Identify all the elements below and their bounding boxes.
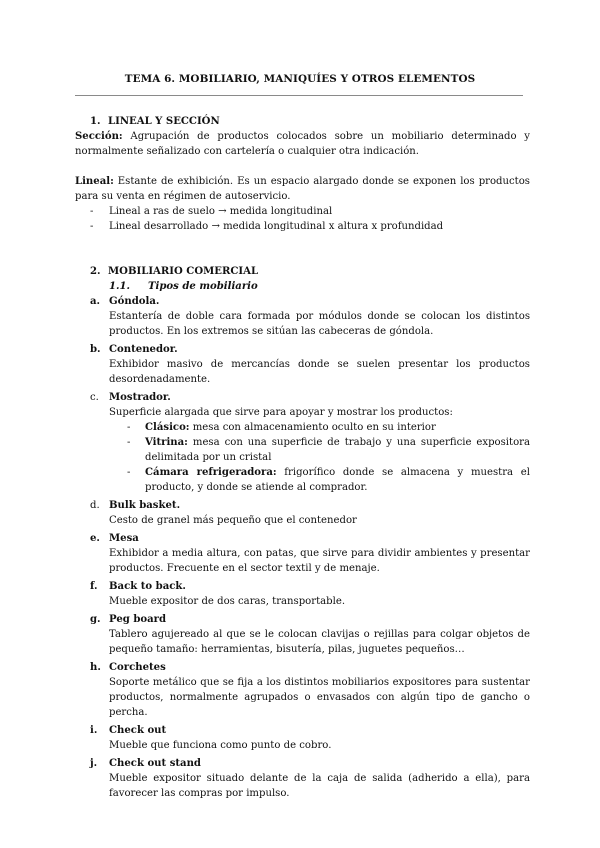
item-letter: j.: [90, 758, 98, 769]
seccion-term: Sección:: [75, 131, 123, 142]
subitem-term: Vitrina:: [145, 437, 188, 448]
subitem-text: mesa con una superficie de trabajo y una superficie expositora delimitada por un cristal: [145, 437, 530, 463]
section-1-number: 1.: [90, 116, 101, 127]
subitem-term: Clásico:: [145, 422, 190, 433]
item-description: Soporte metálico que se fija a los distintos mobiliarios expositores para sustentar productos, normalmente agrupados o envasados con algún tipo de gancho o percha.: [109, 677, 530, 718]
section-1-title: LINEAL Y SECCIÓN: [108, 116, 220, 127]
item-description: Cesto de granel más pequeño que el contenedor: [109, 515, 357, 526]
document-body: [75, 114, 530, 801]
furniture-item-mesa: [75, 531, 530, 576]
item-letter: e.: [90, 533, 100, 544]
item-name: Corchetes: [109, 662, 166, 673]
furniture-item-peg-board: [75, 612, 530, 657]
furniture-item-corchetes: [75, 660, 530, 720]
lineal-list: [75, 204, 530, 234]
item-name: Góndola.: [109, 296, 160, 307]
page-title: TEMA 6. MOBILIARIO, MANIQUÍES Y OTROS ELEMENTOS: [124, 73, 476, 85]
list-item: - Vitrina: mesa con una superficie de trabajo y una superficie expositora delimitada por un cristal: [127, 437, 530, 463]
list-item: - Clásico: mesa con almacenamiento oculto en su interior: [127, 422, 436, 433]
subsection-number: 1.1.: [109, 281, 131, 292]
item-letter: i.: [90, 725, 98, 736]
furniture-item-contenedor: [75, 342, 530, 387]
lineal-definition: [75, 174, 530, 204]
item-letter: f.: [90, 581, 98, 592]
item-description: Superficie alargada que sirve para apoyar y mostrar los productos:: [109, 407, 453, 418]
furniture-item-back-to-back: [75, 579, 530, 609]
seccion-definition: [75, 129, 530, 159]
item-name: Check out stand: [109, 758, 201, 769]
item-letter: a.: [90, 296, 101, 307]
item-name: Mostrador.: [109, 392, 171, 403]
seccion-text: Agrupación de productos colocados sobre un mobiliario determinado y normalmente señalizado con cartelería o cualquier otra indicación.: [75, 131, 530, 157]
section-2-heading: [75, 264, 530, 279]
item-description: Exhibidor a media altura, con patas, que sirve para dividir ambientes y presentar productos. Frecuente en el sector textil y de menaje.: [109, 548, 530, 574]
section-2-number: 2.: [90, 266, 101, 277]
furniture-item-mostrador: [75, 390, 530, 495]
subitem-text: mesa con almacenamiento oculto en su interior: [189, 422, 436, 433]
furniture-item-check-out: [75, 723, 530, 753]
item-name: Back to back.: [109, 581, 186, 592]
mostrador-types-list: [109, 420, 530, 495]
item-description: Exhibidor masivo de mercancías donde se suelen presentar los productos desordenadamente.: [109, 359, 530, 385]
item-letter: b.: [90, 344, 101, 355]
list-item: - Lineal desarrollado → medida longitudinal x altura x profundidad: [90, 221, 444, 232]
item-letter: h.: [90, 662, 101, 673]
list-item: - Lineal a ras de suelo → medida longitudinal: [90, 206, 333, 217]
section-2-title: MOBILIARIO COMERCIAL: [108, 266, 259, 277]
item-name: Bulk basket.: [109, 500, 181, 511]
title-divider: [75, 95, 523, 96]
item-name: Check out: [109, 725, 167, 736]
item-name: Peg board: [109, 614, 167, 625]
section-1-heading: [75, 114, 530, 129]
item-description: Mueble que funciona como punto de cobro.: [109, 740, 332, 751]
subsection-heading: [75, 279, 530, 294]
item-description: Tablero agujereado al que se le colocan clavijas o rejillas para colgar objetos de pequeño tamaño: herramientas, bisutería, pilas, juguetes pequeños…: [109, 629, 530, 655]
list-item: - Cámara refrigeradora: frigorífico donde se almacena y muestra el producto, y donde se atiende al comprador.: [127, 467, 530, 493]
subitem-text: frigorífico donde se almacena y muestra el producto, y donde se atiende al comprador.: [145, 467, 530, 493]
list-item-text: Lineal desarrollado → medida longitudinal x altura x profundidad: [109, 221, 444, 232]
item-name: Mesa: [109, 533, 139, 544]
lineal-text: Estante de exhibición. Es un espacio alargado donde se exponen los productos para su venta en régimen de autoservicio.: [75, 176, 530, 202]
item-description: Mueble expositor de dos caras, transportable.: [109, 596, 346, 607]
list-item-text: Lineal a ras de suelo → medida longitudinal: [109, 206, 333, 217]
item-letter: d.: [90, 500, 100, 511]
item-letter: c.: [90, 392, 99, 403]
item-description: Mueble expositor situado delante de la caja de salida (adherido a ella), para favorecer las compras por impulso.: [109, 773, 530, 799]
lineal-term: Lineal:: [75, 176, 114, 187]
item-letter: g.: [90, 614, 101, 625]
item-description: Estantería de doble cara formada por módulos donde se colocan los distintos productos. En los extremos se sitúan las cabeceras de góndola.: [109, 311, 530, 337]
furniture-item-gondola: [75, 294, 530, 339]
subsection-title: Tipos de mobiliario: [148, 281, 258, 292]
furniture-item-bulk-basket: [75, 498, 530, 528]
furniture-item-check-out-stand: [75, 756, 530, 801]
subitem-term: Cámara refrigeradora:: [145, 467, 277, 478]
item-name: Contenedor.: [109, 344, 178, 355]
